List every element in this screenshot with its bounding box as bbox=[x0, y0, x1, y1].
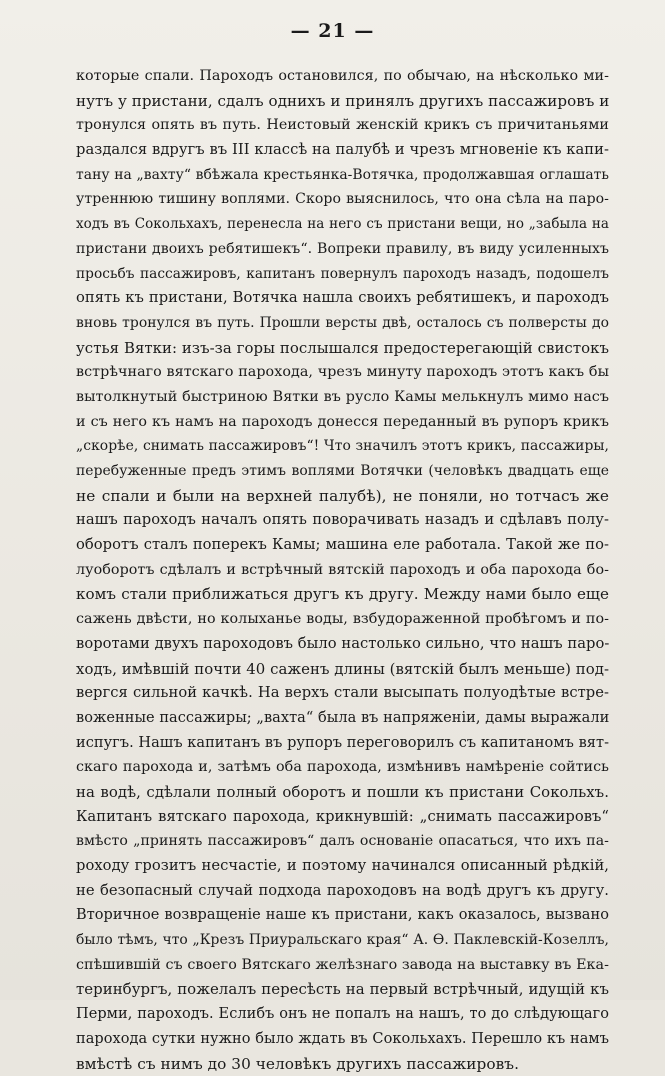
text-line: скаго парохода и, затѣмъ оба парохода, измѣнивъ намѣреніе сойтись bbox=[76, 755, 609, 780]
text-line: сажень двѣсти, но колыханье воды, взбудораженной пробѣгомъ и по- bbox=[76, 607, 609, 632]
text-line: Капитанъ вятскаго парохода, крикнувшій: „снимать пассажировъ“ bbox=[76, 805, 609, 830]
text-line: нашъ пароходъ началъ опять поворачивать назадъ и сдѣлавъ полу- bbox=[76, 508, 609, 533]
text-line: оборотъ сталъ поперекъ Камы; машина еле работала. Такой же по- bbox=[76, 533, 609, 558]
text-line: „скорѣе, снимать пассажировъ“! Что значилъ этотъ крикъ, пассажиры, bbox=[76, 434, 609, 459]
text-line: теринбургъ, пожелалъ пересѣсть на первый встрѣчный, идущій къ bbox=[76, 977, 609, 1002]
text-line: тану на „вахту“ вбѣжала крестьянка-Вотячка, продолжавшая оглашать bbox=[76, 163, 609, 188]
text-line: просьбъ пассажировъ, капитанъ повернулъ пароходъ назадъ, подошелъ bbox=[76, 262, 609, 287]
text-line: утреннюю тишину воплями. Скоро выяснилось, что она сѣла на паро- bbox=[76, 187, 609, 212]
text-line: вмѣстѣ съ нимъ до 30 человѣкъ другихъ пассажировъ. bbox=[76, 1052, 609, 1076]
text-line: вмѣсто „принять пассажировъ“ далъ основаніе опасаться, что ихъ па- bbox=[76, 829, 609, 854]
text-line: тронулся опять въ путь. Неистовый женскій крикъ съ причитаньями bbox=[76, 113, 609, 138]
text-line: не спали и были на верхней палубѣ), не поняли, но тотчасъ же bbox=[76, 484, 609, 509]
text-line: вергся сильной качкѣ. На верхъ стали высыпать полуодѣтые встре- bbox=[76, 681, 609, 706]
text-line: роходу грозитъ несчастіе, и поэтому начинался описанный рѣдкій, bbox=[76, 854, 609, 879]
text-line: опять къ пристани, Вотячка нашла своихъ ребятишекъ, и пароходъ bbox=[76, 286, 609, 311]
text-line: пристани двоихъ ребятишекъ“. Вопреки правилу, въ виду усиленныхъ bbox=[76, 237, 609, 262]
text-line: воротами двухъ пароходовъ было настолько сильно, что нашъ паро- bbox=[76, 632, 609, 657]
text-line: ходъ, имѣвшій почти 40 саженъ длины (вятскій былъ меньше) под- bbox=[76, 657, 609, 682]
text-line: вытолкнутый быстриною Вятки въ русло Камы мелькнулъ мимо насъ bbox=[76, 385, 609, 410]
text-line: раздался вдругъ въ III классѣ на палубѣ и чрезъ мгновеніе къ капи- bbox=[76, 138, 609, 163]
page-number: — 21 — bbox=[0, 20, 665, 42]
text-line: которые спали. Пароходъ остановился, по обычаю, на нѣсколько ми- bbox=[76, 64, 609, 89]
text-line: устья Вятки: изъ-за горы послышался предостерегающій свистокъ bbox=[76, 336, 609, 361]
text-line: встрѣчнаго вятскаго парохода, чрезъ минуту пароходъ этотъ какъ бы bbox=[76, 360, 609, 385]
text-line: парохода сутки нужно было ждать въ Сокольхахъ. Перешло къ намъ bbox=[76, 1027, 609, 1052]
text-line: ходъ въ Сокольхахъ, перенесла на него съ пристани вещи, но „забыла на bbox=[76, 212, 609, 237]
body-text bbox=[76, 64, 609, 1076]
text-line: вновь тронулся въ путь. Прошли версты двѣ, осталось съ полверсты до bbox=[76, 311, 609, 336]
text-line: Вторичное возвращеніе наше къ пристани, какъ оказалось, вызвано bbox=[76, 903, 609, 928]
text-line: луоборотъ сдѣлалъ и встрѣчный вятскій пароходъ и оба парохода бо- bbox=[76, 558, 609, 583]
text-line: воженные пассажиры; „вахта“ была въ напряженіи, дамы выражали bbox=[76, 706, 609, 731]
text-line: нутъ у пристани, сдалъ однихъ и принялъ другихъ пассажировъ и bbox=[76, 89, 609, 114]
text-line: перебуженные предъ этимъ воплями Вотячки (человѣкъ двадцать еще bbox=[76, 459, 609, 484]
text-line: испугъ. Нашъ капитанъ въ рупоръ переговорилъ съ капитаномъ вят- bbox=[76, 731, 609, 756]
text-line: на водѣ, сдѣлали полный оборотъ и пошли къ пристани Сокольхъ. bbox=[76, 780, 609, 805]
text-line: было тѣмъ, что „Крезъ Приуральскаго края“ А. Ѳ. Паклевскій-Козеллъ, bbox=[76, 928, 609, 953]
text-line: комъ стали приближаться другъ къ другу. Между нами было еще bbox=[76, 582, 609, 607]
text-line: не безопасный случай подхода пароходовъ на водѣ другъ къ другу. bbox=[76, 879, 609, 904]
text-line: Перми, пароходъ. Еслибъ онъ не попалъ на нашъ, то до слѣдующаго bbox=[76, 1002, 609, 1027]
text-line: и съ него къ намъ на пароходъ донесся переданный въ рупоръ крикъ bbox=[76, 410, 609, 435]
text-line: спѣшившій съ своего Вятскаго желѣзнаго завода на выставку въ Ека- bbox=[76, 953, 609, 978]
